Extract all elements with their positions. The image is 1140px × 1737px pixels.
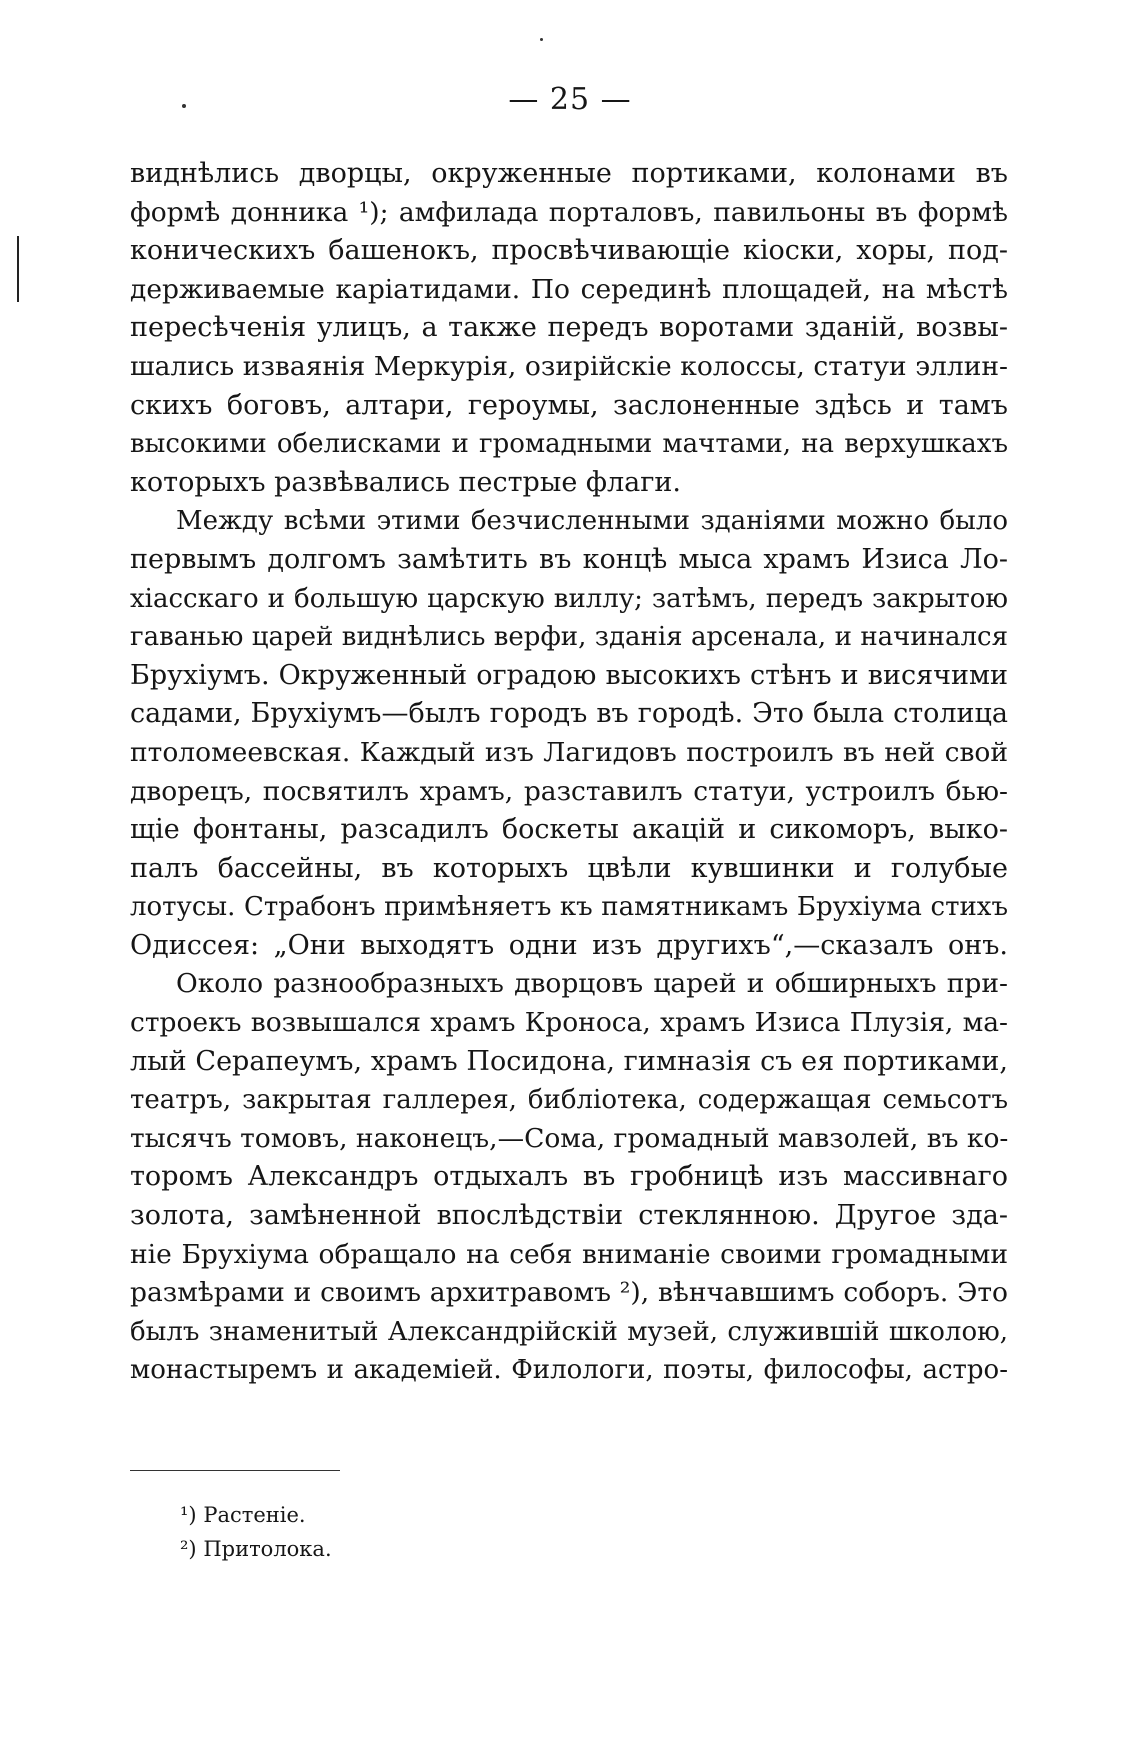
footnote-text: Притолока. <box>203 1537 332 1561</box>
footnote-text: Растеніе. <box>203 1503 306 1527</box>
text-line: былъ знаменитый Александрійскій музей, служившій школою, <box>130 1316 1008 1347</box>
text-line: первымъ долгомъ замѣтить въ концѣ мыса храмъ Изиса Ло- <box>130 543 1008 575</box>
text-line: которыхъ развѣвались пестрые флаги. <box>130 466 681 498</box>
footnotes <box>180 1498 680 1566</box>
footnote-mark: ¹) <box>180 1503 197 1527</box>
footnote-divider <box>130 1470 340 1471</box>
text-line: тысячъ томовъ, наконецъ,—Сома, громадный мавзолей, въ ко- <box>130 1122 1008 1154</box>
text-line: палъ бассейны, въ которыхъ цвѣли кувшинки и голубые <box>130 852 1008 884</box>
footnote-mark: ²) <box>180 1537 197 1561</box>
text-line: монастыремъ и академіей. Филологи, поэты, философы, астро- <box>130 1355 1008 1386</box>
text-line: строекъ возвышался храмъ Кроноса, храмъ Изиса Плузія, ма- <box>130 1007 1008 1039</box>
text-line: пересѣченія улицъ, а также передъ воротами зданій, возвы- <box>130 312 1008 344</box>
text-line: скихъ боговъ, алтари, героумы, заслоненные здѣсь и тамъ <box>130 389 1008 421</box>
page-number: — 25 — <box>508 82 632 117</box>
text-line: садами, Брухіумъ—былъ городъ въ городѣ. Это была столица <box>130 698 1008 730</box>
text-line: птоломеевская. Каждый изъ Лагидовъ построилъ въ ней свой <box>130 736 1008 768</box>
text-line: Брухіумъ. Окруженный оградою высокихъ стѣнъ и висячими <box>130 659 1008 691</box>
text-line: торомъ Александръ отдыхалъ въ гробницѣ изъ массивнаго <box>130 1161 1008 1193</box>
body-text <box>130 155 1008 1390</box>
text-line: формѣ донника ¹); амфилада порталовъ, павильоны въ формѣ <box>130 196 1008 228</box>
text-line: хіасскаго и большую царскую виллу; затѣмъ, передъ закрытою <box>130 583 1008 614</box>
text-line: Одиссея: „Они выходятъ одни изъ другихъ“,—сказалъ онъ. <box>130 929 1008 961</box>
text-line: гаванью царей виднѣлись верфи, зданія арсенала, и начинался <box>130 622 1008 653</box>
text-line: лый Серапеумъ, храмъ Посидона, гимназія съ ея портиками, <box>130 1045 1008 1077</box>
text-line: ніе Брухіума обращало на себя вниманіе своими громадными <box>130 1238 1008 1270</box>
text-line: дворецъ, посвятилъ храмъ, разставилъ статуи, устроилъ бью- <box>130 775 1008 807</box>
footnote <box>180 1498 680 1532</box>
text-line: виднѣлись дворцы, окруженные портиками, колонами въ <box>130 158 1008 189</box>
text-line: Около разнообразныхъ дворцовъ царей и обширныхъ при- <box>176 968 1008 1000</box>
footnote <box>180 1532 680 1566</box>
text-line: шались изваянія Меркурія, озирійскіе колоссы, статуи эллин- <box>130 350 1008 382</box>
text-line: щіе фонтаны, разсадилъ боскеты акацій и сикоморъ, выко- <box>130 814 1008 846</box>
text-line: театръ, закрытая галлерея, библіотека, содержащая семьсотъ <box>130 1085 1008 1116</box>
text-line: Между всѣми этими безчисленными зданіями можно было <box>176 506 1008 537</box>
page-speck <box>540 38 543 41</box>
text-line: держиваемые каріатидами. По серединѣ площадей, на мѣстѣ <box>130 273 1008 305</box>
text-line: золота, замѣненной впослѣдствіи стеклянною. Другое зда- <box>130 1200 1008 1232</box>
margin-mark <box>17 236 19 302</box>
text-line: коническихъ башенокъ, просвѣчивающіе кіоски, хоры, под- <box>130 235 1008 267</box>
text-line: высокими обелисками и громадными мачтами, на верхушкахъ <box>130 429 1008 460</box>
text-line: лотусы. Страбонъ примѣняетъ къ памятникамъ Брухіума стихъ <box>130 892 1008 923</box>
text-line: размѣрами и своимъ архитравомъ ²), вѣнчавшимъ соборъ. Это <box>130 1277 1008 1309</box>
